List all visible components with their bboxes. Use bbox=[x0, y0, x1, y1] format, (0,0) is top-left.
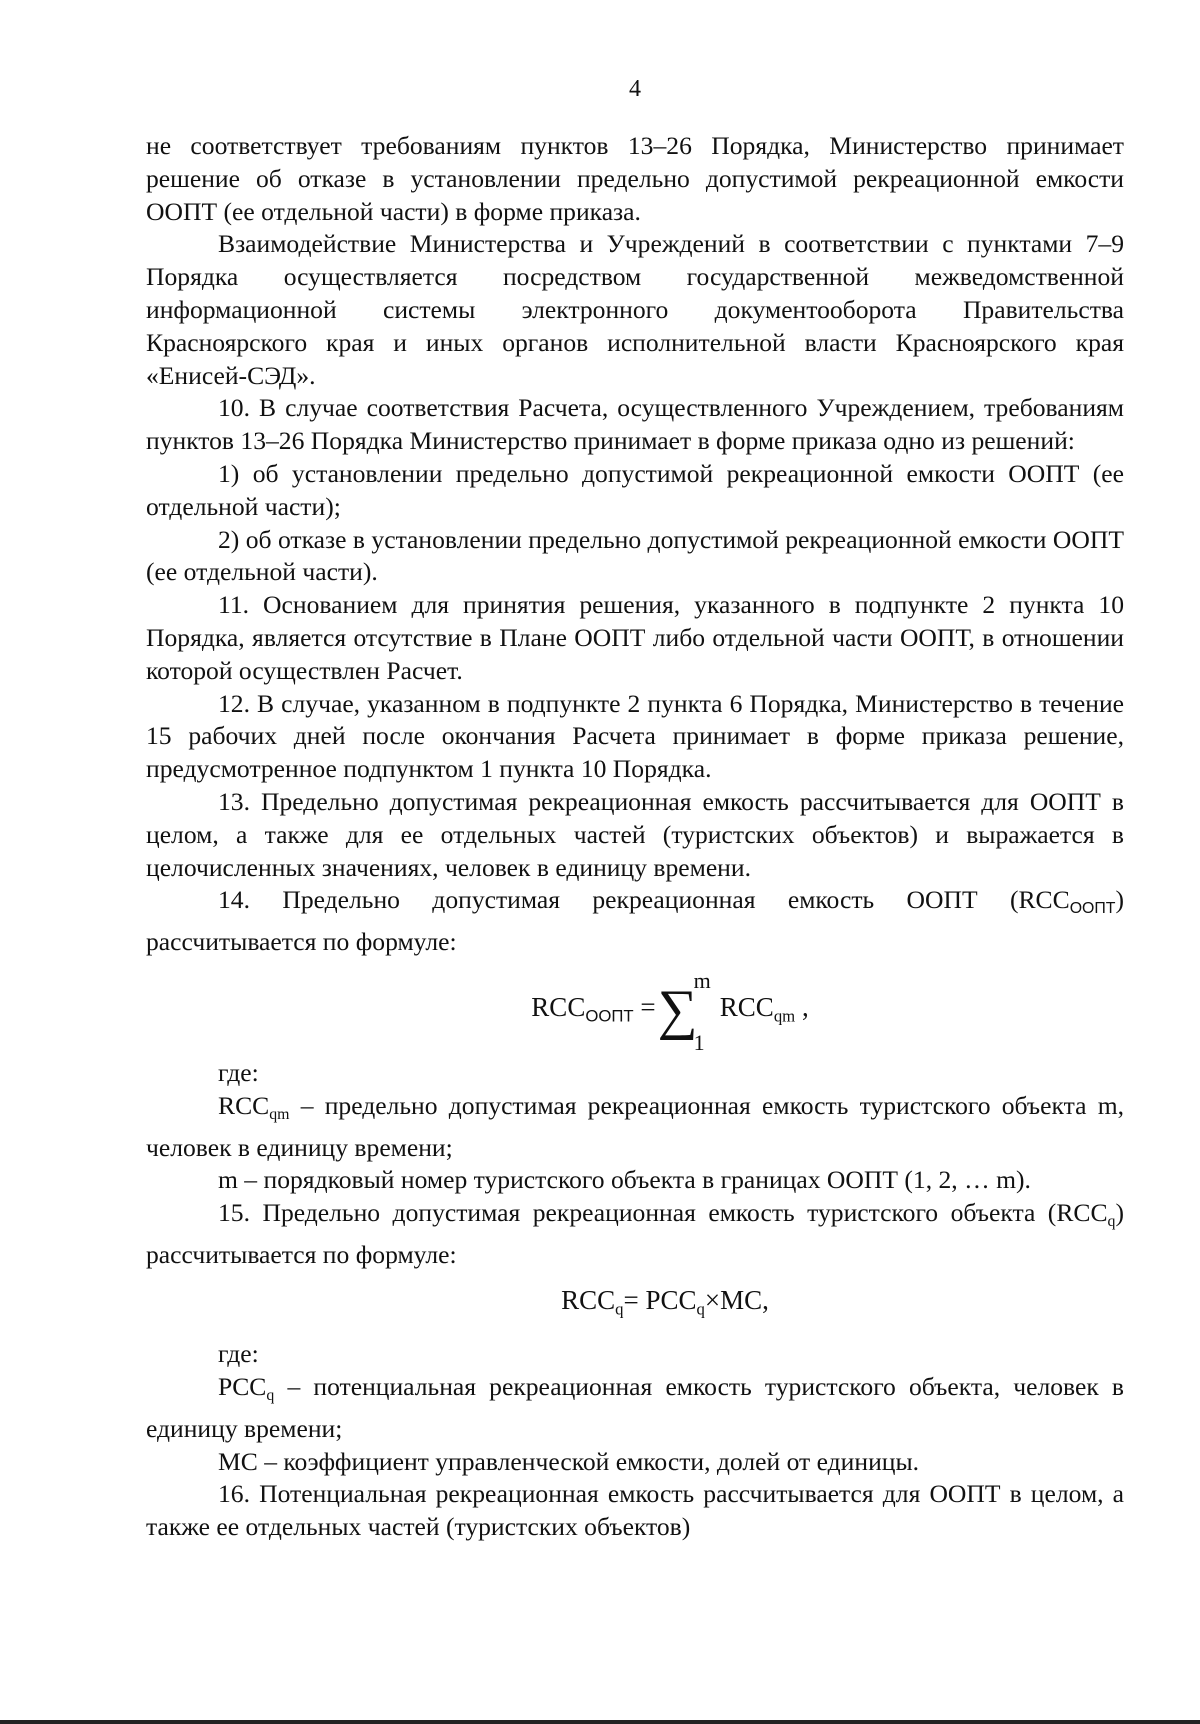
formula-2-mid: = PCC bbox=[623, 1284, 697, 1315]
def-pcc-q-symbol: PCC bbox=[218, 1371, 267, 1401]
formula-1-rhs: RCC bbox=[719, 992, 774, 1022]
formula-2-tail: ×MC, bbox=[704, 1284, 769, 1315]
formula-2-lhs: RCC bbox=[561, 1284, 616, 1315]
formula-1-eq: = bbox=[633, 992, 656, 1022]
def-rcc-qm-sub: qm bbox=[269, 1105, 290, 1123]
def-pcc-q-sub: q bbox=[266, 1386, 275, 1404]
def-rcc-qm-symbol: RCC bbox=[218, 1090, 270, 1120]
definition-rcc-qm bbox=[146, 1090, 1124, 1165]
formula-rcc-q bbox=[146, 1284, 1124, 1326]
clause-15-open: (RCC bbox=[1047, 1198, 1108, 1228]
clause-14-text: 14. Предельно допустимая рекреационная емкость ООПТ (RCC bbox=[218, 885, 1070, 915]
sum-sign bbox=[657, 967, 711, 1055]
formula-rcc-oopt bbox=[146, 967, 1124, 1055]
clause-14-close: ) bbox=[1115, 885, 1124, 915]
formula-2-lhs-sub: q bbox=[615, 1299, 624, 1319]
clause-12: 12. В случае, указанном в подпункте 2 пункта 6 Порядка, Министерство в течение 15 рабочих дней после окончания Расчета принимает в форме приказа решение, предусмотренное подпунктом 1 пункта 10 Порядка. bbox=[146, 688, 1124, 784]
clause-16: 16. Потенциальная рекреационная емкость рассчитывается для ООПТ в целом, а также ее отдельных частей (туристских объектов) bbox=[146, 1479, 1124, 1542]
where-label-2: где: bbox=[218, 1339, 259, 1369]
where-label-1: где: bbox=[218, 1058, 259, 1087]
clause-10: 10. В случае соответствия Расчета, осуществленного Учреждением, требованиям пунктов 13–26 Порядка Министерство принимает в форме приказа одно из решений: bbox=[146, 393, 1124, 456]
definition-mc: MC – коэффициент управленческой емкости, долей от единицы. bbox=[218, 1446, 920, 1476]
sum-upper-limit: m bbox=[693, 967, 711, 993]
document-body bbox=[146, 130, 1124, 1544]
clause-14 bbox=[146, 884, 1124, 959]
clause-15-text: 15. Предельно допустимая рекреационная емкость туристского объекта bbox=[218, 1198, 1036, 1228]
scan-edge-line bbox=[0, 1720, 1200, 1724]
formula-1-lhs-sub: ООПТ bbox=[585, 1006, 634, 1026]
definition-m: m – порядковый номер туристского объекта в границах ООПТ (1, 2, … m). bbox=[218, 1165, 1031, 1195]
definition-pcc-q bbox=[146, 1371, 1124, 1446]
clause-15 bbox=[146, 1197, 1124, 1272]
clause-15-after: ) рассчитывается по формуле: bbox=[146, 1198, 1125, 1270]
formula-1-lhs: RCC bbox=[531, 992, 586, 1022]
clause-14-after: рассчитывается по формуле: bbox=[146, 927, 457, 957]
formula-2-mid-sub: q bbox=[696, 1299, 705, 1319]
clause-14-sub: ООПТ bbox=[1069, 900, 1116, 918]
clause-10-item-1: 1) об установлении предельно допустимой рекреационной емкости ООПТ (ее отдельной части); bbox=[146, 458, 1124, 521]
formula-1-rhs-sub: qm bbox=[773, 1006, 796, 1026]
clause-13: 13. Предельно допустимая рекреационная емкость рассчитывается для ООПТ в целом, а также для ее отдельных частей (туристских объектов) и выражается в целочисленных значениях, человек в единицу времени. bbox=[146, 786, 1124, 882]
paragraph-interaction: Взаимодействие Министерства и Учреждений в соответствии с пунктами 7–9 Порядка осуществляется посредством государственной межведомственной информационной системы электронного документооборота Правительства Красноярского края и иных органов исполнительной власти Красноярского края «Енисей-СЭД». bbox=[146, 229, 1124, 390]
clause-10-item-2: 2) об отказе в установлении предельно допустимой рекреационной емкости ООПТ (ее отдельной части). bbox=[146, 524, 1124, 587]
clause-11: 11. Основанием для принятия решения, указанного в подпункте 2 пункта 10 Порядка, является отсутствие в Плане ООПТ либо отдельной части ООПТ, в отношении которой осуществлен Расчет. bbox=[146, 590, 1124, 685]
page-number: 4 bbox=[629, 76, 641, 102]
def-pcc-q-text: – потенциальная рекреационная емкость туристского объекта, человек в единицу времени; bbox=[146, 1371, 1124, 1443]
sum-lower-limit: 1 bbox=[693, 1029, 705, 1055]
def-rcc-qm-text: – предельно допустимая рекреационная емкость туристского объекта m, человек в единицу времени; bbox=[146, 1090, 1124, 1162]
formula-1-tail: , bbox=[795, 992, 809, 1022]
paragraph-continuation: не соответствует требованиям пунктов 13–26 Порядка, Министерство принимает решение об отказе в установлении предельно допустимой рекреационной емкости ООПТ (ее отдельной части) в форме приказа. bbox=[146, 131, 1124, 226]
sigma-glyph: ∑ bbox=[657, 978, 698, 1041]
clause-15-sub: q bbox=[1107, 1213, 1116, 1231]
